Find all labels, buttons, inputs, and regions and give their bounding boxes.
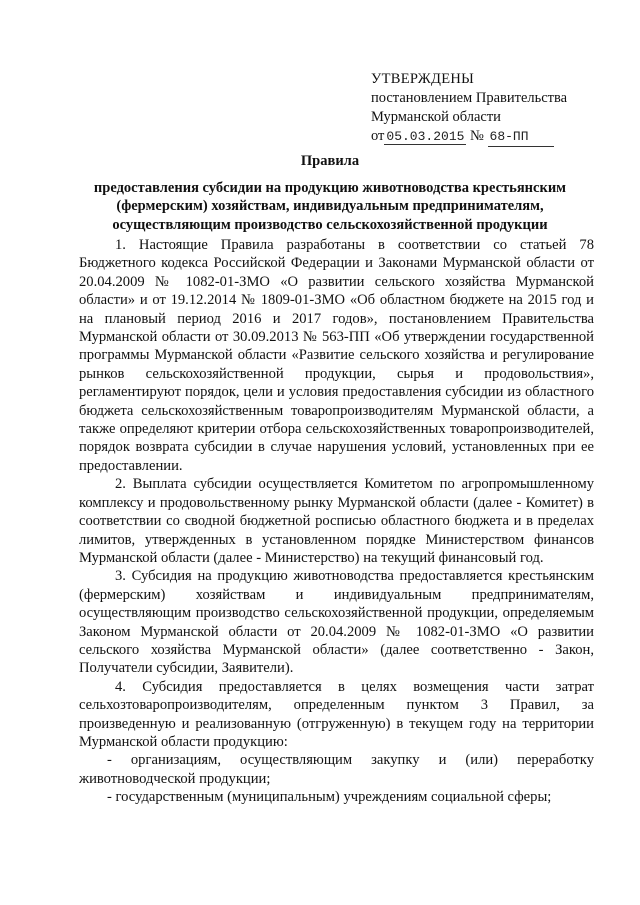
document-body: [79, 236, 594, 807]
approval-heading: УТВЕРЖДЕНЫ: [371, 71, 475, 87]
paragraph-1: 1. Настоящие Правила разработаны в соответствии со статьей 78 Бюджетного кодекса Российской Федерации и Законами Мурманской области от 20.04.2009 № 1082-01-ЗМО «О развитии сельского хозяйства Мурманской области» и от 19.12.2014 № 1809-01-ЗМО «Об областном бюджете на 2015 год и на плановый период 2016 и 2017 годов», постановлением Правительства Мурманской области от 30.09.2013 № 563-ПП «Об утверждении государственной программы Мурманской области «Развитие сельского хозяйства и регулирование рынков сельскохозяйственной продукции, сырья и продовольствия», регламентируют порядок, цели и условия предоставления субсидии из областного бюджета сельскохозяйственным товаропроизводителям Мурманской области, а также определяют критерии отбора сельскохозяйственных товаропроизводителей, порядок возврата субсидии в случае нарушения условий, установленных при ее предоставлении.: [79, 237, 594, 474]
date-prefix: от: [371, 128, 385, 144]
approval-stamp: [371, 70, 621, 147]
approval-line-1: постановлением Правительства: [371, 90, 568, 106]
paragraph-4: 4. Субсидия предоставляется в целях возмещения части затрат сельхозтоваропроизводителям, определенным пунктом 3 Правил, за произведенную и реализованную (отгруженную) в текущем году на территории Мурманской области продукцию:: [79, 678, 594, 750]
paragraph-2: 2. Выплата субсидии осуществляется Комитетом по агропромышленному комплексу и продовольственному рынку Мурманской области (далее - Комитет) в соответствии со сводной бюджетной росписью областного бюджета и в пределах лимитов, утвержденных в установленном порядке Министерством финансов Мурманской области (далее - Министерство) на текущий финансовый год.: [79, 476, 594, 566]
title-main: Правила: [300, 153, 360, 169]
document-title: [60, 152, 600, 234]
list-item: - государственным (муниципальным) учреждениям социальной сферы;: [107, 789, 552, 806]
approval-line-2: Мурманской области: [371, 109, 501, 125]
number-prefix: №: [470, 128, 484, 144]
approval-date: 05.03.2015: [386, 129, 465, 144]
paragraph-3: 3. Субсидия на продукцию животноводства предоставляется крестьянским (фермерским) хозяйствам и индивидуальным предпринимателям, осуществляющим производство сельскохозяйственной продукции, определяемым Законом Мурманской области от 20.04.2009 № 1082-01-ЗМО «О развитии сельского хозяйства Мурманской области» (далее соответственно - Закон, Получатели субсидии, Заявители).: [79, 568, 594, 677]
title-subtitle: предоставления субсидии на продукцию животноводства крестьянским (фермерским) хозяйствам, индивидуальным предпринимателям, осуществляющим производство сельскохозяйственной продукции: [93, 179, 567, 233]
approval-number: 68-ПП: [488, 127, 554, 147]
list-item: - организациям, осуществляющим закупку и (или) переработку животноводческой продукции;: [79, 752, 594, 787]
approval-date-row: [371, 127, 621, 147]
